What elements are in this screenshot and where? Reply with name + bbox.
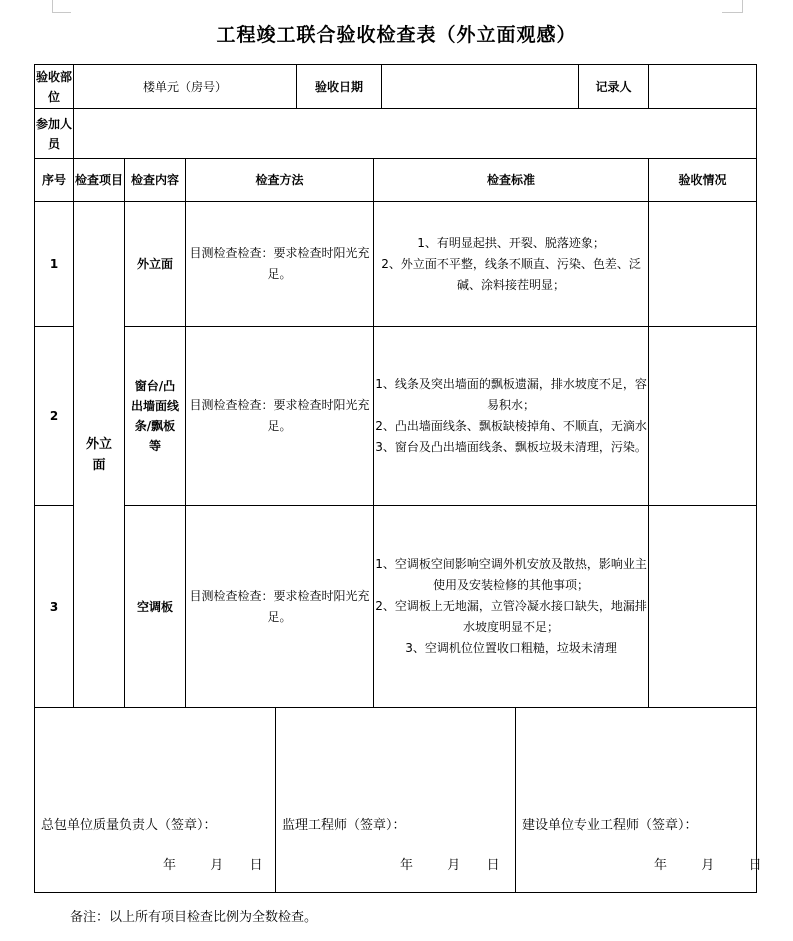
page-corner-mark-left [52, 0, 71, 13]
col-item: 检查项目 [74, 159, 125, 202]
month-label: 月 [210, 858, 224, 873]
row-result[interactable] [649, 202, 757, 327]
header-info-row [74, 65, 649, 109]
signature-date [400, 854, 500, 873]
row-result[interactable] [649, 327, 757, 506]
signature-cell-supervisor[interactable] [276, 708, 516, 893]
row-method: 目测检查检查：要求检查时阳光充足。 [186, 202, 374, 327]
signature-cell-contractor[interactable] [35, 708, 276, 893]
year-label: 年 [163, 858, 177, 873]
participants-label: 参加人员 [35, 109, 74, 159]
row-content: 窗台/凸出墙面线条/飘板等 [125, 327, 186, 506]
table-row [35, 202, 757, 327]
date-field[interactable] [382, 65, 579, 108]
table-row [35, 506, 757, 708]
table-row [35, 327, 757, 506]
row-content: 外立面 [125, 202, 186, 327]
row-seq: 3 [35, 506, 74, 708]
day-label: 日 [486, 858, 500, 873]
signature-label: 监理工程师（签章）： [282, 818, 406, 833]
row-result[interactable] [649, 506, 757, 708]
col-standard: 检查标准 [374, 159, 649, 202]
unit-label: 楼单元（房号） [74, 65, 297, 108]
col-seq: 序号 [35, 159, 74, 202]
signature-date [163, 854, 263, 873]
month-label: 月 [447, 858, 461, 873]
signature-label: 总包单位质量负责人（签章）： [41, 818, 217, 833]
row-content: 空调板 [125, 506, 186, 708]
col-content: 检查内容 [125, 159, 186, 202]
row-standard: 1、有明显起拱、开裂、脱落迹象； 2、外立面不平整，线条不顺直、污染、色差、泛碱、涂料接茬明显； [374, 202, 649, 327]
part-label: 验收部位 [35, 65, 74, 109]
footnote: 备注：以上所有项目检查比例为全数检查。 [70, 910, 318, 925]
signature-label: 建设单位专业工程师（签章）： [522, 818, 698, 833]
year-label: 年 [654, 858, 668, 873]
day-label: 日 [748, 858, 762, 873]
year-label: 年 [400, 858, 414, 873]
document-title: 工程竣工联合验收检查表（外立面观感） [216, 24, 577, 46]
row-seq: 2 [35, 327, 74, 506]
row-standard: 1、线条及突出墙面的飘板遗漏，排水坡度不足，容易积水； 2、凸出墙面线条、飘板缺棱掉角、不顺直，无滴水 3、窗台及凸出墙面线条、飘板垃圾未清理，污染。 [374, 327, 649, 506]
date-label: 验收日期 [297, 65, 382, 108]
col-result: 验收情况 [649, 159, 757, 202]
row-standard: 1、空调板空间影响空调外机安放及散热，影响业主使用及安装检修的其他事项； 2、空调板上无地漏，立管冷凝水接口缺失，地漏排水坡度明显不足； 3、空调机位位置收口粗糙，垃圾未清理 [374, 506, 649, 708]
signature-table [34, 707, 762, 893]
page-corner-mark-right [722, 0, 743, 13]
inspection-table [34, 64, 757, 708]
day-label: 日 [249, 858, 263, 873]
row-method: 目测检查检查：要求检查时阳光充足。 [186, 506, 374, 708]
col-method: 检查方法 [186, 159, 374, 202]
recorder-label: 记录人 [595, 80, 632, 94]
row-seq: 1 [35, 202, 74, 327]
row-method: 目测检查检查：要求检查时阳光充足。 [186, 327, 374, 506]
signature-date [654, 854, 762, 873]
recorder-field[interactable] [649, 65, 757, 109]
signature-cell-owner[interactable] [516, 708, 762, 893]
item-name: 外立面 [74, 202, 125, 708]
participants-field[interactable] [74, 109, 757, 159]
month-label: 月 [701, 858, 715, 873]
